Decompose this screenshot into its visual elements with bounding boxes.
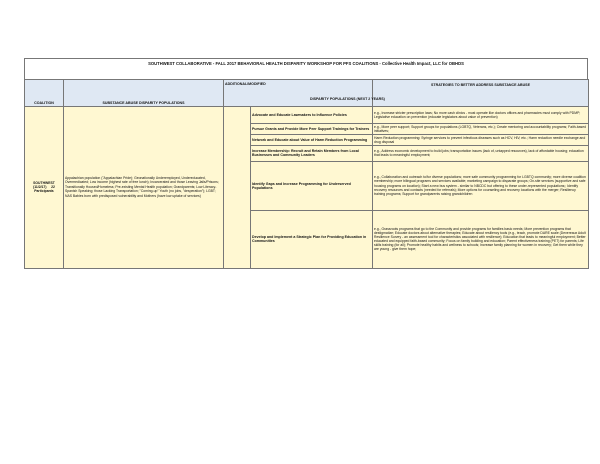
blank-row [24, 69, 588, 79]
sheet-title: SOUTHWEST COLLABORATIVE - FALL 2017 BEHAVIORAL HEALTH DISPARITY WORKSHOP FOR PFS COALITIONS - Collective Health Impact, LLC for OBHDS [24, 58, 588, 69]
coalition-participants: Participants [34, 189, 54, 194]
strategy-name: Pursue Grants and Provide More Peer Support Trainings for Trainers [251, 123, 373, 134]
header-row [25, 80, 589, 107]
strategy-details: e.g., Collaboration and outreach to/for diverse populations; more safe community programming for LGBTQ community; more diverse coalition membership; more bilingual programs and services available; marketing campaign to disparate groups; On-site services (supportive and safe housing programs on location); Start a new bus system - similar to NBCDC but offering to these under-represented populations;; Identify recovery resources and contacts (needed for referrals); More options for counseling and recovery locations with the merger; Resiliency training programs; Support for grandparents raising grandchildren [373, 161, 589, 210]
header-modified-line1: ADDITIONAL/MODIFIED [225, 82, 266, 86]
coalition-name: SOUTHWEST [33, 180, 55, 185]
strategy-name: Advocate and Educate Lawmakers to Influence Policies [251, 106, 373, 123]
populations-cell: Appalachian population ("Appalachian Pride); Geonationally Underemployed, Undereducated, Overmedicated; Low income (highest rate of free lunch); Incarcerated and those Leaving Jails/Prisons; Transitionally Housed/Homeless; Pre-existing Mental Health population; Grandparents; Low Literacy-Spanish Speaking; those Lacking Transportation; "Coming-up" Youth (no jobs, "desperation"); LGBT; NAS Babies born with predisposed vulnerability and Mothers (have low uptake of services) [64, 106, 224, 268]
table-row [25, 106, 589, 123]
strategy-name: Develop and Implement a Strategic Plan for Providing Education in Communities [251, 210, 373, 268]
spreadsheet [24, 58, 588, 269]
header-modified [224, 80, 385, 107]
coalition-date-count: (11/2/17) 22 [33, 185, 55, 190]
strategy-details: e.g., Grassroots programs that go to the Community and provide programs for families basic needs; More prevention programs that destigmatize; Educate doctors about alternative therapies; Educate about resiliency tools (e.g., teach, promote DARE scale (Devereaux Adult Resilience Survey - an assessment tool for characteristics associated with resilience); Education that leads to meaningful employment; Better educated and equipped faith-based community; Focus on family building and education; Parent effectiveness training (PET) for parents; Life skills training (for all); Promote healthy habits and wellness to schools; Increase family planning for women in recovery; Get them while they are young - give them hope; [373, 210, 589, 268]
strategy-name: Increase Membership: Recruit and Retain Members from Local Businesses and Community Leaders [251, 145, 373, 161]
strategy-details: e.g., More peer support; Support groups for populations (LGBTQ, Veterans, etc.); Create mentoring and accountability programs; Faith-based initiatives; [373, 123, 589, 134]
header-modified-line2: DISPARITY POPULATIONS (NEXT 2 YEARS) [310, 96, 385, 101]
strategy-name: Network and Educate about Value of Harm Reduction Programming [251, 134, 373, 145]
coalition-cell [25, 106, 64, 268]
strategy-details: e.g., Increase stricter prescription laws; No more cash clinics - must operate like doctors offices and pharmacies must comply with PDMP; Legislative education on prevention (educate legislators about value of prevention) [373, 106, 589, 123]
strategy-name: Identify Gaps and Increase Programming for Underserved Populations [251, 161, 373, 210]
strategy-details: Harm Reduction programming: Syringe services to prevent infectious diseases such as HCV, HIV, etc.; Harm reduction needle exchange and drug disposal [373, 134, 589, 145]
modified-populations-cell [224, 106, 251, 268]
header-coalition: COALITION [25, 80, 64, 107]
header-populations: SUBSTANCE ABUSE DISPARITY POPULATIONS [64, 80, 224, 107]
disparity-table [24, 79, 589, 269]
strategy-details: e.g., Address economic development to build jobs; transportation issues (lack of, untapped resources), lack of affordable housing; education that leads to meaningful employment; [373, 145, 589, 161]
header-strategies: STRATEGIES TO BETTER ADDRESS SUBSTANCE ABUSE [373, 80, 589, 107]
